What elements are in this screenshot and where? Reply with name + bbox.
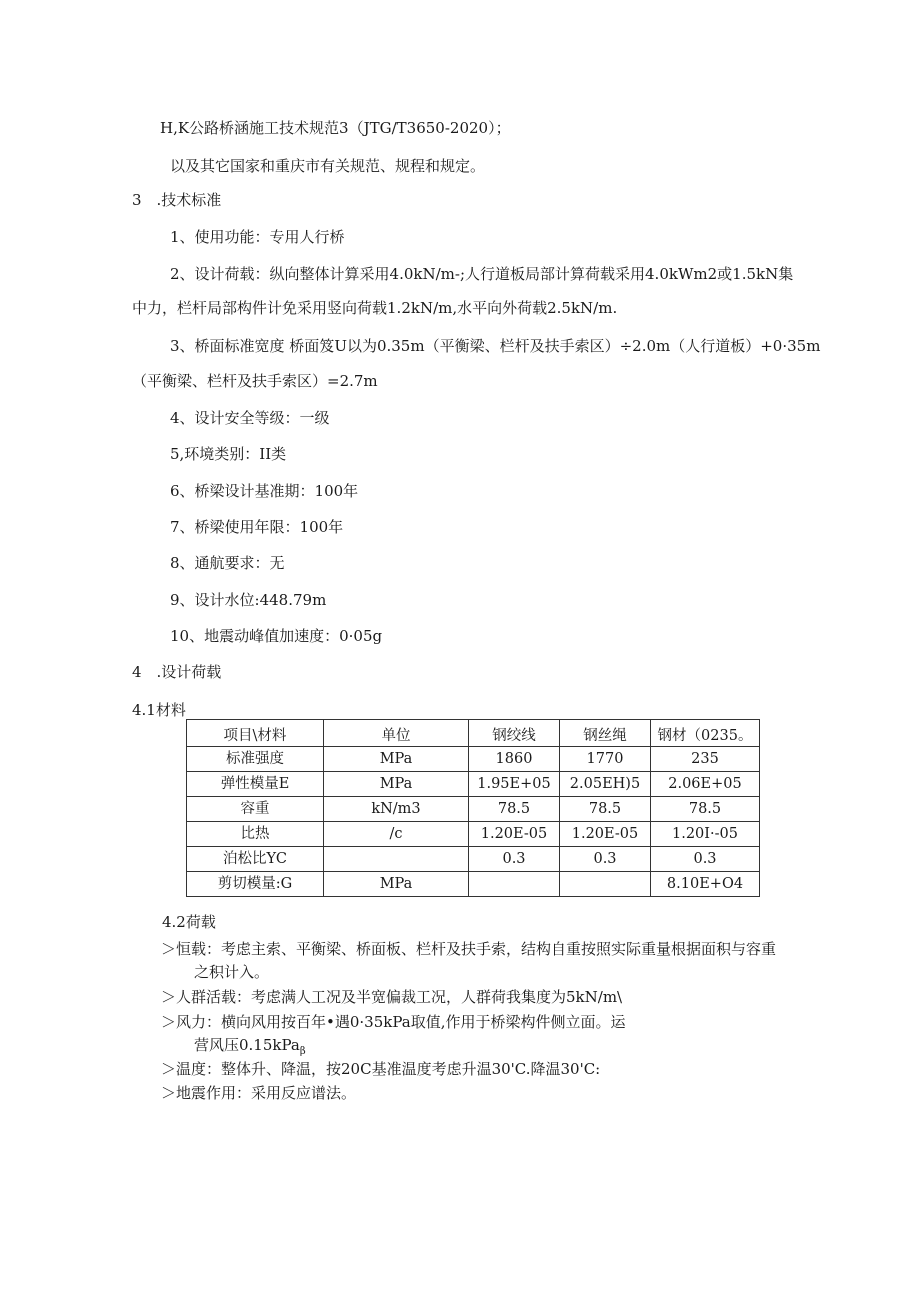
table-row [187,847,760,872]
table-cell: 比热 [187,822,324,847]
reference-standard: H,K公路桥涵施工技术规范3（JTG/T3650-2020）； [160,119,511,137]
table-header-row [187,720,760,747]
table-cell: 标准强度 [187,747,324,772]
table-cell: MPa [324,872,469,897]
table-cell [469,872,560,897]
table-row [187,872,760,897]
table-cell: 1860 [469,747,560,772]
table-header-cell: 钢丝绳 [560,720,651,747]
spec-item-7: 7、桥梁使用年限：100年 [170,518,344,536]
table-header-cell: 单位 [324,720,469,747]
spec-item-6: 6、桥梁设计基准期：100年 [170,482,359,500]
section-heading-3: 3 .技术标准 [132,191,222,209]
table-cell: 1.95E+05 [469,772,560,797]
table-cell: 剪切模量:G [187,872,324,897]
spec-item-9: 9、设计水位:448.79m [170,591,327,609]
spec-item-3: 3、桥面标准宽度 桥面笈U以为0.35m（平衡梁、栏杆及扶手索区）÷2.0m（人行道板）+0·35m [170,337,821,355]
subsection-heading-4-1: 4.1材料 [132,701,186,719]
spec-item-8: 8、通航要求：无 [170,554,285,572]
table-cell: 2.05EH)5 [560,772,651,797]
table-cell: 78.5 [469,797,560,822]
wind-pressure-subscript: β [299,1046,306,1057]
load-item-temperature: ＞温度：整体升、降温，按20C基准温度考虑升温30'C.降温30'C: [161,1060,601,1078]
load-item-seismic: ＞地震作用：采用反应谱法。 [161,1084,357,1102]
table-header-cell: 钢材（0235。 [651,720,760,747]
table-cell: /c [324,822,469,847]
spec-item-1: 1、使用功能：专用人行桥 [170,228,345,246]
materials-table [186,719,760,897]
table-cell: 容重 [187,797,324,822]
wind-pressure-text: 营风压0.15kPa [194,1036,300,1054]
table-cell [324,847,469,872]
spec-item-2-cont: 中力，栏杆局部构件计免采用竖向荷载1.2kN/m,水平向外荷载2.5kN/m. [132,299,618,317]
table-row [187,772,760,797]
table-cell: 泊松比YC [187,847,324,872]
table-row [187,797,760,822]
spec-item-2: 2、设计荷载：纵向整体计算采用4.0kN/m-;人行道板局部计算荷载采用4.0kWm2或1.5kN集 [170,265,794,283]
load-item-crowd-load: ＞人群活载：考虑满人工况及半宽偏裁工况，人群荷我集度为5kN/m\ [161,988,623,1006]
spec-item-4: 4、设计安全等级：一级 [170,409,330,427]
load-item-dead-load-cont: 之积计入。 [194,963,270,981]
load-item-dead-load: ＞恒载：考虑主索、平衡梁、桥面板、栏杆及扶手索，结构自重按照实际重量根据面积与容重 [161,940,777,958]
table-row [187,747,760,772]
table-row [187,822,760,847]
table-cell: 1.20I·-05 [651,822,760,847]
table-cell: MPa [324,772,469,797]
table-header-cell: 钢绞线 [469,720,560,747]
table-cell: 2.06E+05 [651,772,760,797]
table-cell: 1770 [560,747,651,772]
spec-item-5: 5,环境类别：II类 [170,445,287,463]
table-cell: 8.10E+O4 [651,872,760,897]
table-cell: 1.20E-05 [469,822,560,847]
table-cell [560,872,651,897]
table-cell: 1.20E-05 [560,822,651,847]
table-cell: 235 [651,747,760,772]
table-cell: MPa [324,747,469,772]
spec-item-3-cont: （平衡梁、栏杆及扶手索区）=2.7m [132,372,378,390]
table-header-cell: 项目\材料 [187,720,324,747]
table-cell: 0.3 [469,847,560,872]
table-cell: 0.3 [560,847,651,872]
table-cell: kN/m3 [324,797,469,822]
table-cell: 弹性模量E [187,772,324,797]
table-cell: 0.3 [651,847,760,872]
spec-item-10: 10、地震动峰值加速度：0·05g [170,627,383,645]
reference-other: 以及其它国家和重庆市有关规范、规程和规定。 [170,157,486,175]
table-cell: 78.5 [560,797,651,822]
load-item-wind-load: ＞风力：横向风用按百年•遇0·35kPa取值,作用于桥梁构件侧立面。运 [161,1013,626,1031]
load-item-wind-load-cont [194,1035,306,1062]
subsection-heading-4-2: 4.2荷载 [162,913,216,931]
section-heading-4: 4 .设计荷载 [132,663,222,681]
table-cell: 78.5 [651,797,760,822]
